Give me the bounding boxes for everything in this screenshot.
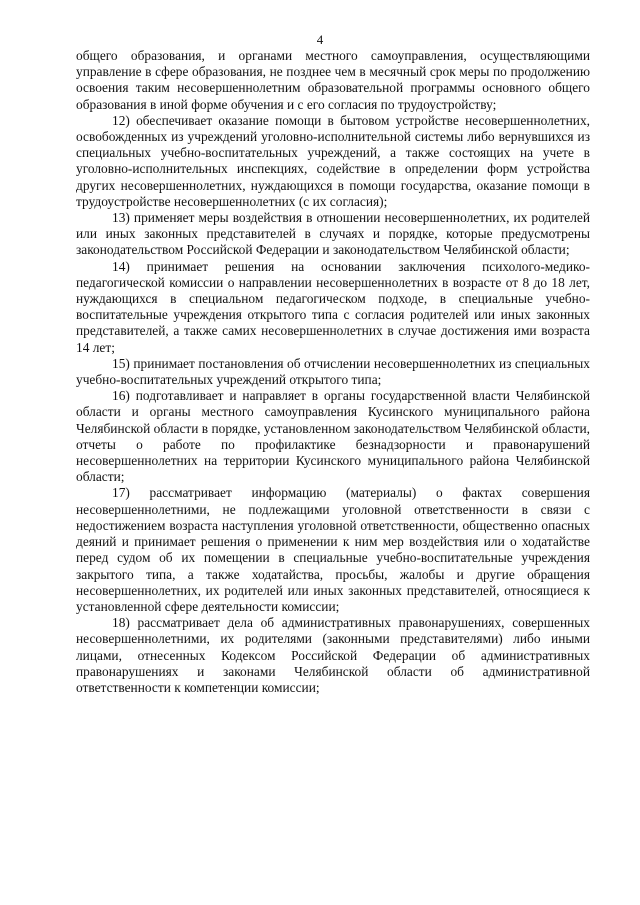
paragraph-continuation: общего образования, и органами местного самоуправления, осуществляющими управление в сфере образования, не позднее чем в месячный срок меры по продолжению освоения таким несовершеннолетним образовательной программы основного общего образования в иной форме обучения и с его согласия по трудоустройству; (76, 48, 590, 112)
paragraph-item-13: 13) применяет меры воздействия в отношении несовершеннолетних, их родителей или иных законных представителей в случаях и порядке, которые предусмотрены законодательством Российской Федерации и законодательством Челябинской области; (76, 210, 590, 258)
paragraph-item-12: 12) обеспечивает оказание помощи в бытовом устройстве несовершеннолетних, освобожденных из учреждений уголовно-исполнительной системы либо вернувшихся из специальных учебно-воспитательных учреждений, а также состоящих на учете в уголовно-исполнительных инспекциях, содействие в определении форм устройства других несовершеннолетних, нуждающихся в помощи государства, оказание помощи в трудоустройстве несовершеннолетних (с их согласия); (76, 112, 590, 209)
paragraph-item-18: 18) рассматривает дела об административных правонарушениях, совершенных несовершеннолетними, их родителями (законными представителями) либо иными лицами, отнесенных Кодексом Российской Федерации об административных правонарушениях и законами Челябинской области об административной ответственности к компетенции комиссии; (76, 615, 590, 695)
paragraph-item-15: 15) принимает постановления об отчислении несовершеннолетних из специальных учебно-воспитательных учреждений открытого типа; (76, 355, 590, 388)
paragraph-item-14: 14) принимает решения на основании заключения психолого-медико-педагогической комиссии о направлении несовершеннолетних в возрасте от 8 до 18 лет, нуждающихся в специальном педагогическом подходе, в специальные учебно-воспитательные учреждения открытого типа с согласия родителей или иных законных представителей, а также самих несовершеннолетних в случае достижения ими возраста 14 лет; (76, 258, 590, 355)
paragraph-item-16: 16) подготавливает и направляет в органы государственной власти Челябинской области и органы местного самоуправления Кусинского муниципального района Челябинской области в порядке, установленном законодательством Челябинской области, отчеты о работе по профилактике безнадзорности и правонарушений несовершеннолетних на территории Кусинского муниципального района Челябинской области; (76, 388, 590, 485)
paragraph-item-17: 17) рассматривает информацию (материалы) о фактах совершения несовершеннолетними, не подлежащими уголовной ответственности в связи с недостижением возраста наступления уголовной ответственности, общественно опасных деяний и принимает решения о применении к ним мер воздействия или о ходатайстве перед судом об их помещении в специальные учебно-воспитательные учреждения закрытого типа, а также ходатайства, просьбы, жалобы и другие обращения несовершеннолетних, их родителей или иных законных представителей, относящиеся к установленной сфере деятельности комиссии; (76, 485, 590, 614)
page-number: 4 (316, 32, 324, 47)
document-body (76, 48, 590, 696)
